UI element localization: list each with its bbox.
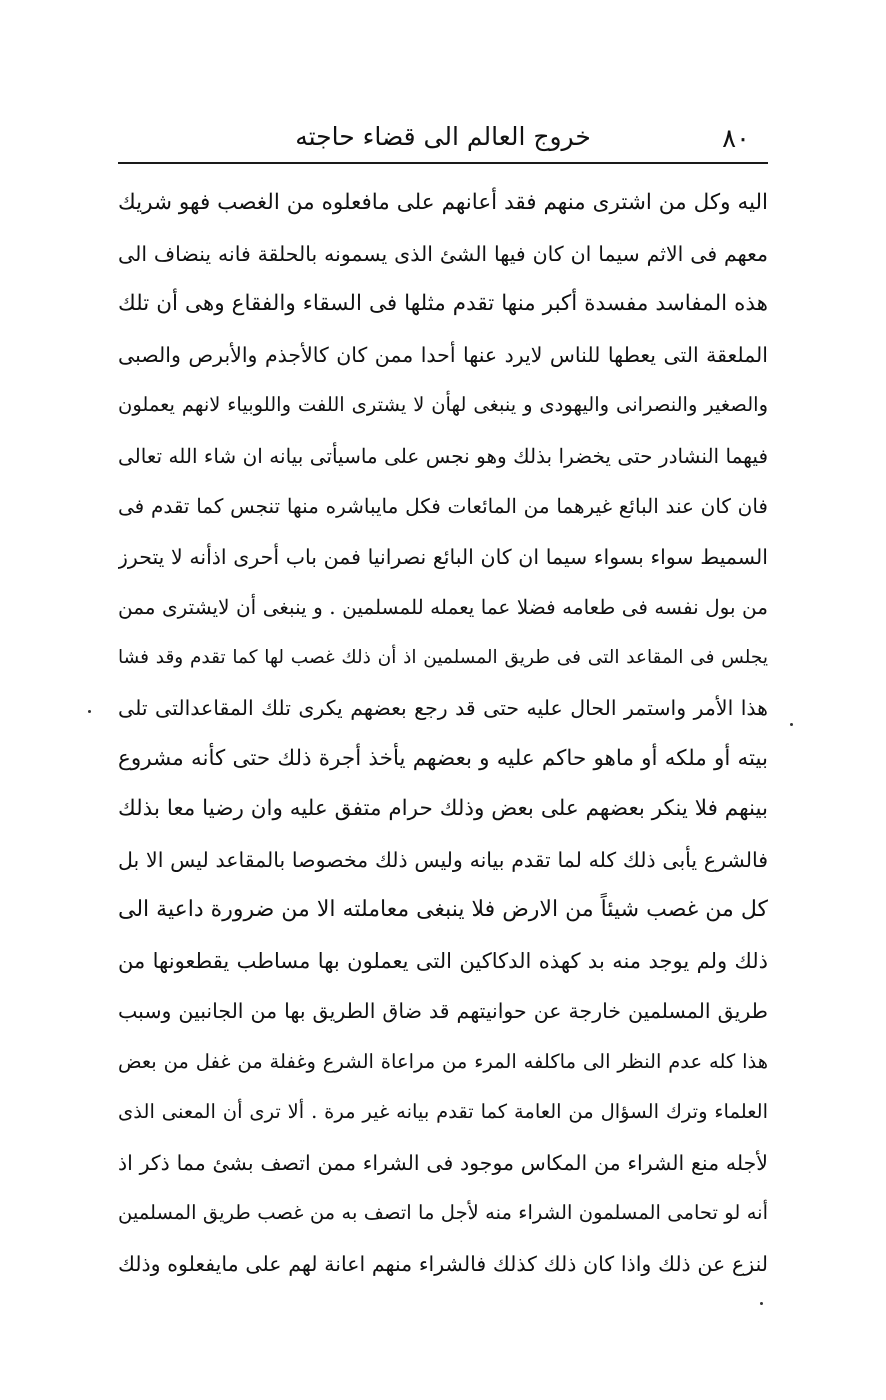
text-line: لأجله منع الشراء من المكاس موجود فى الشراء ممن اتصف بشئ مما ذكر اذ — [118, 1150, 768, 1175]
text-line: بينهم فلا ينكر بعضهم على بعض وذلك حرام متفق عليه وان رضيا معا بذلك — [118, 796, 768, 821]
text-line: طريق المسلمين خارجة عن حوانيتهم قد ضاق الطريق بها من الجانبين وسبب — [118, 999, 768, 1023]
text-line: هذا كله عدم النظر الى ماكلفه المرء من مراعاة الشرع وغفلة من غفل من بعض — [118, 1049, 768, 1073]
text-line: فالشرع يأبى ذلك كله لما تقدم بيانه وليس ذلك مخصوصا بالمقاعد ليس الا بل — [118, 847, 768, 872]
text-line: يجلس فى المقاعد التى فى طريق المسلمين اذ أن ذلك غصب لها كما تقدم وقد فشا — [118, 646, 768, 668]
page-number: ٨٠ — [722, 124, 750, 154]
text-line: من بول نفسه فى طعامه فضلا عما يعمله للمسلمين . و ينبغى أن لايشترى ممن — [118, 595, 768, 619]
text-line: فيهما النشادر حتى يخضرا بذلك وهو نجس على ماسيأتى بيانه ان شاء الله تعالى — [118, 443, 768, 468]
text-line: هذه المفاسد مفسدة أكبر منها تقدم مثلها فى السقاء والفقاع وهى أن تلك — [118, 291, 768, 316]
body-text — [118, 178, 768, 1289]
text-line: الملعقة التى يعطها للناس لايرد عنها أحدا ممن كان كالأجذم والأبرص والصبى — [118, 342, 768, 367]
running-title: خروج العالم الى قضاء حاجته — [295, 122, 591, 151]
text-line: هذا الأمر واستمر الحال عليه حتى قد رجع بعضهم يكرى تلك المقاعدالتى تلى — [118, 696, 768, 720]
text-line: والصغير والنصرانى واليهودى و ينبغى لهأن لا يشترى اللفت واللوبياء لانهم يعملون — [118, 393, 768, 416]
scan-speck — [790, 723, 793, 726]
text-line: أنه لو تحامى المسلمون الشراء منه لأجل ما اتصف به من غصب طريق المسلمين — [118, 1201, 768, 1224]
text-line: السميط سواء بسواء سيما ان كان البائع نصرانيا فمن باب أحرى اذأنه لا يتحرز — [118, 544, 768, 569]
header-rule — [118, 162, 768, 164]
text-line: معهم فى الاثم سيما ان كان فيها الشئ الذى يسمونه بالحلقة فانه ينضاف الى — [118, 241, 768, 266]
scan-speck — [760, 1302, 763, 1305]
text-line: ذلك ولم يوجد منه بد كهذه الدكاكين التى يعملون بها مساطب يقطعونها من — [118, 948, 768, 973]
text-line: العلماء وترك السؤال من العامة كما تقدم بيانه غير مرة . ألا ترى أن المعنى الذى — [118, 1100, 768, 1123]
text-line: فان كان عند البائع غيرهما من المائعات فكل مايباشره منها تنجس كما تقدم فى — [118, 494, 768, 518]
text-line: كل من غصب شيئاً من الارض فلا ينبغى معاملته الا من ضرورة داعية الى — [118, 897, 768, 922]
page-header — [118, 112, 768, 160]
text-line: بيته أو ملكه أو ماهو حاكم عليه و بعضهم يأخذ أجرة ذلك حتى كأنه مشروع — [118, 745, 768, 771]
scan-speck — [88, 710, 91, 713]
text-line: لنزع عن ذلك واذا كان ذلك كذلك فالشراء منهم اعانة لهم على مايفعلوه وذلك — [118, 1251, 768, 1276]
text-line: اليه وكل من اشترى منهم فقد أعانهم على مافعلوه من الغصب فهو شريك — [118, 190, 768, 215]
